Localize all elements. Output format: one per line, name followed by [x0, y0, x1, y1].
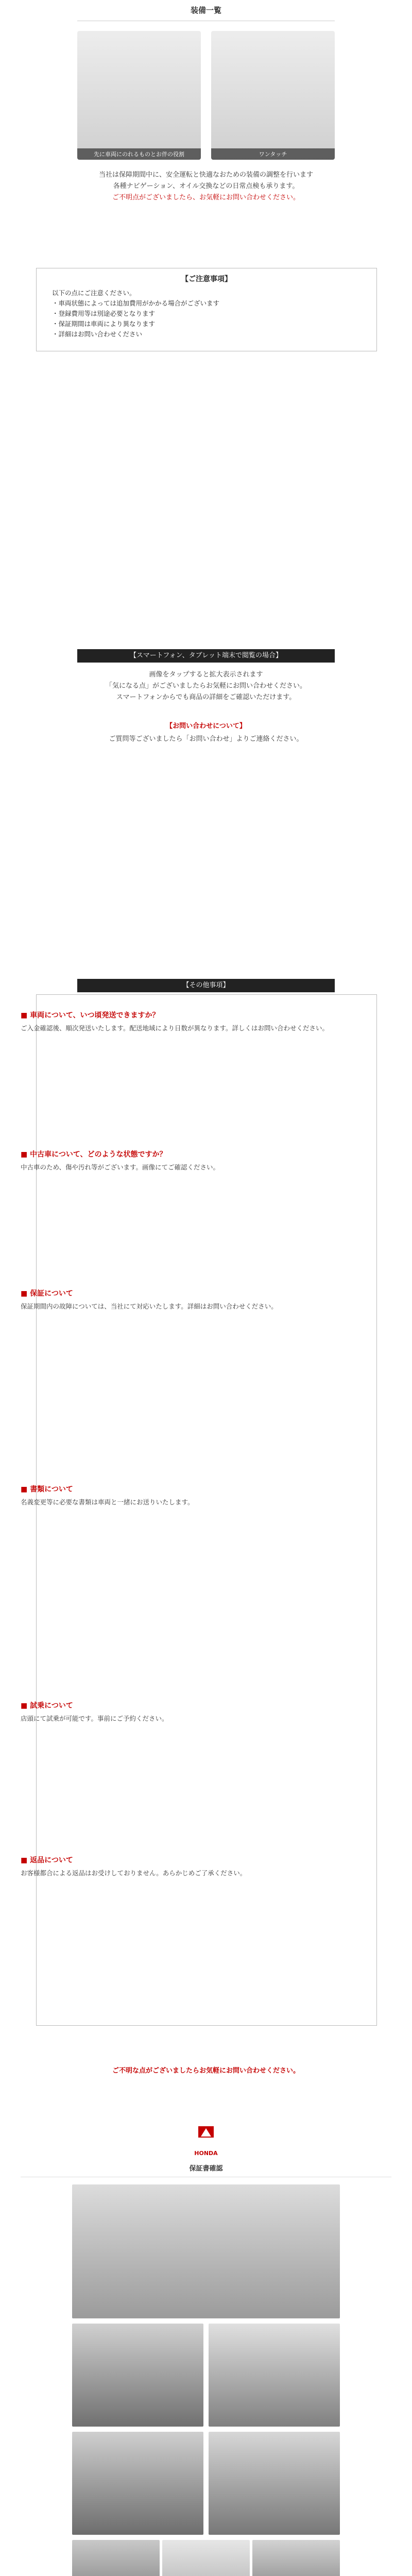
gallery-photo: [162, 2540, 250, 2576]
gallery-photo: [72, 2324, 203, 2427]
banner-text-1: 画像をタップすると拡大表示されます: [149, 671, 263, 679]
section-2: [21, 1149, 391, 1172]
gallery-photo: [209, 2324, 340, 2427]
section-heading: ■ 中古車について、どのような状態ですか？: [21, 1150, 167, 1159]
notice-title: 【お問い合わせについて】: [166, 722, 246, 730]
section-5: [21, 1700, 391, 1723]
section-heading: ■ 返品について: [21, 1856, 73, 1865]
photo-caption: ワンタッチ: [211, 148, 335, 160]
page-title: 装備一覧: [190, 6, 221, 15]
top-text-3: ご不明点がございましたら、お気軽にお問い合わせください。: [112, 194, 300, 201]
info-box: [36, 268, 377, 351]
section-box-title: 【その他事項】: [77, 979, 335, 992]
section-heading: ■ 保証について: [21, 1290, 73, 1298]
section-text: 保証期間内の故障については、当社にて対応いたします。詳細はお問い合わせください。: [21, 1302, 278, 1310]
banner-text-3: スマートフォンからでも商品の詳細をご確認いただけます。: [116, 693, 296, 701]
banner-title: 【スマートフォン、タブレット端末で閲覧の場合】: [77, 649, 335, 663]
gallery-photo: [72, 2432, 203, 2535]
info-line: ・保証期間は車両により異なります: [52, 320, 156, 328]
section-6: [21, 1855, 391, 1878]
section-heading: ■ 試乗について: [21, 1702, 73, 1710]
info-line: 以下の点にご注意ください。: [52, 289, 136, 297]
photo-caption: 先に車両にのれるものとお伴の役割: [77, 148, 201, 160]
brand-logo: [191, 2125, 221, 2146]
info-line: ・車両状態によっては追加費用がかかる場合がございます: [52, 299, 220, 307]
section-text: 中古車のため、傷や汚れ等がございます。画像にてご確認ください。: [21, 1163, 220, 1171]
gallery-title: 保証書確認: [189, 2165, 223, 2173]
info-box-title: 【ご注意事項】: [181, 275, 232, 283]
photo-top-right: [211, 31, 335, 160]
section-heading: ■ 車両について、いつ頃発送できますか？: [21, 1011, 160, 1020]
section-3: [21, 1288, 391, 1311]
top-text-2: 各種ナビゲーション、オイル交換などの日常点検も承ります。: [113, 182, 299, 190]
gallery-photo: [209, 2432, 340, 2535]
info-line: ・詳細はお問い合わせください: [52, 330, 143, 338]
section-heading: ■ 書類について: [21, 1485, 73, 1494]
section-text: 店頭にて試乗が可能です。事前にご予約ください。: [21, 1715, 168, 1722]
gallery-photo: [72, 2540, 160, 2576]
logo-text: HONDA: [194, 2150, 218, 2157]
photo-top-left: [77, 31, 201, 160]
info-line: ・登録費用等は別途必要となります: [52, 310, 156, 317]
section-1: [21, 1010, 391, 1033]
section-text: 名義変更等に必要な書類は車両と一緒にお送りいたします。: [21, 1498, 194, 1506]
banner-text-2: 「気になる点」がございましたらお気軽にお問い合わせください。: [105, 682, 306, 690]
gallery-main-photo: [72, 2184, 340, 2318]
closing-text: ご不明な点がございましたらお気軽にお問い合わせください。: [112, 2067, 300, 2075]
section-4: [21, 1484, 391, 1507]
section-text: ご入金確認後、順次発送いたします。配送地域により日数が異なります。詳しくはお問い合わせください。: [21, 1024, 329, 1032]
notice-text: ご質問等ございましたら「お問い合わせ」よりご連絡ください。: [109, 735, 303, 743]
gallery-photo: [252, 2540, 340, 2576]
section-text: お客様都合による返品はお受けしておりません。あらかじめご了承ください。: [21, 1869, 247, 1877]
top-text-1: 当社は保障期間中に、安全運転と快適なおための装備の調整を行います: [98, 171, 313, 179]
